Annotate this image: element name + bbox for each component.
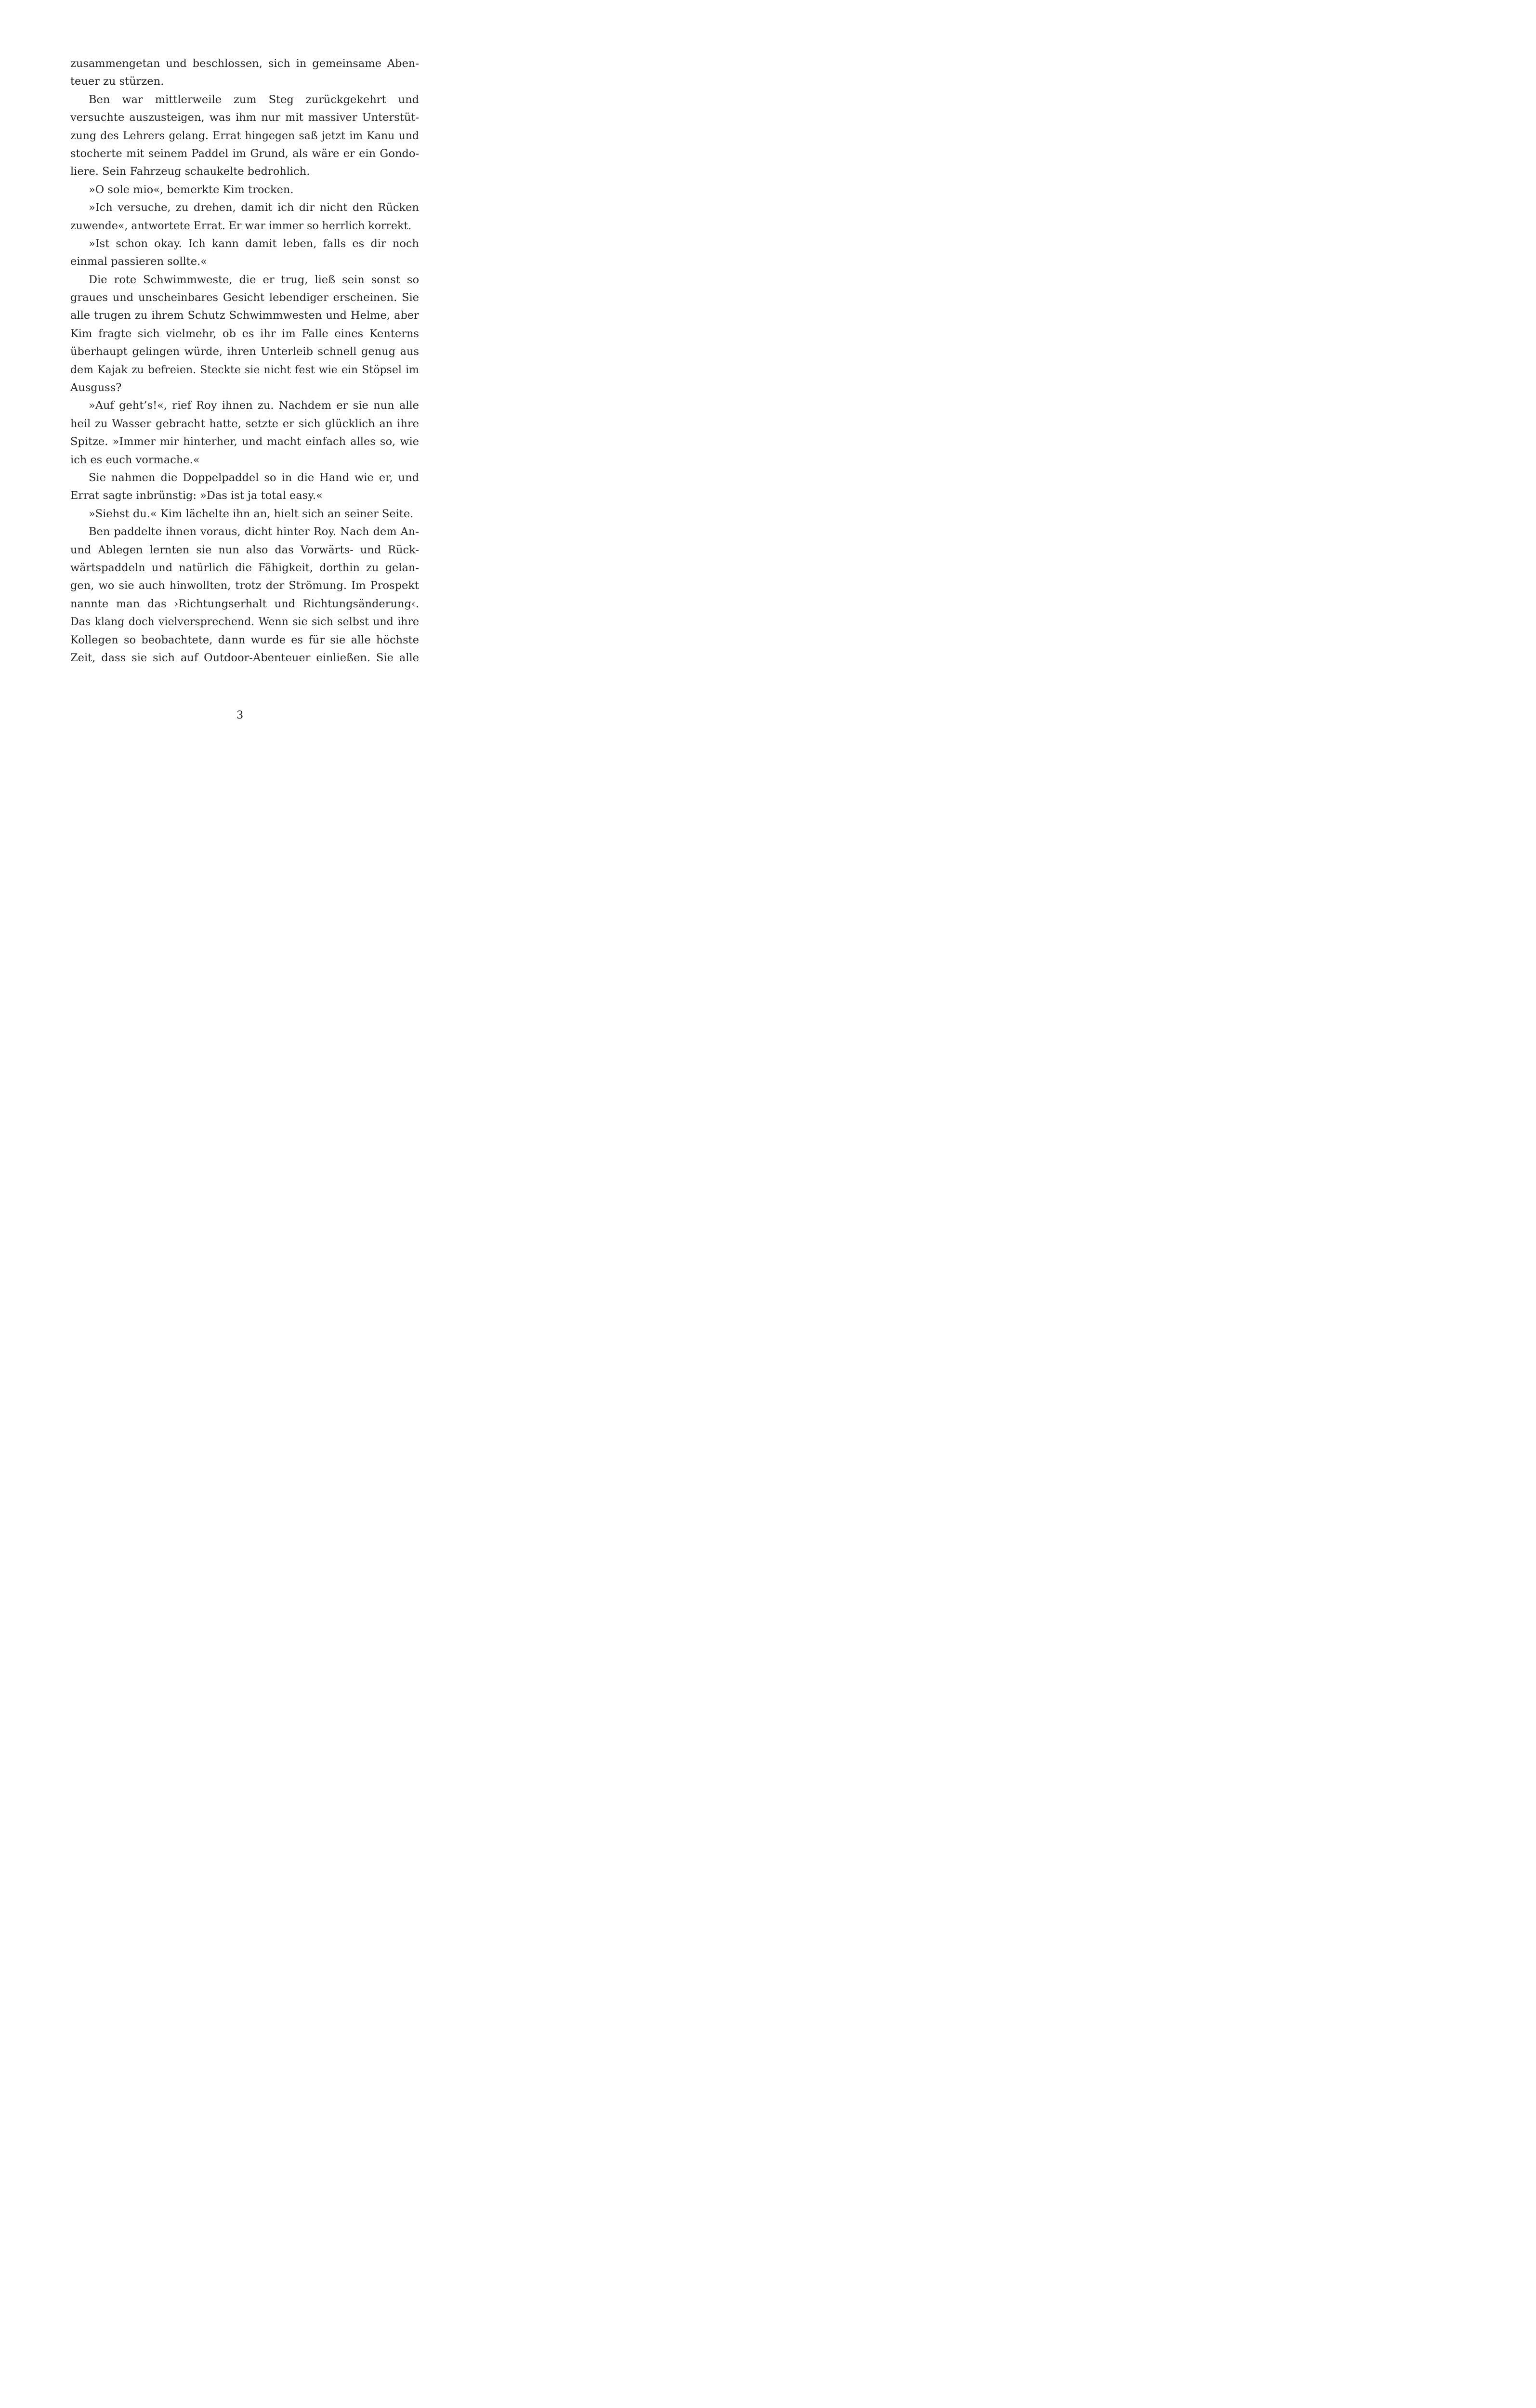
text-line: gen, wo sie auch hinwollten, trotz der Strömung. Im Prospekt (70, 579, 419, 592)
text-line: zusammengetan und beschlossen, sich in gemeinsame Aben- (70, 57, 419, 70)
text-line: zuwende«, antwortete Errat. Er war immer so herrlich korrekt. (70, 220, 412, 232)
text-line: alle trugen zu ihrem Schutz Schwimmwesten und Helme, aber (70, 309, 419, 322)
text-line: Das klang doch vielversprechend. Wenn sie sich selbst und ihre (70, 616, 419, 628)
text-line: »O sole mio«, bemerkte Kim trocken. (89, 183, 294, 196)
text-line: einmal passieren sollte.« (70, 255, 207, 268)
text-line: »Siehst du.« Kim lächelte ihn an, hielt sich an seiner Seite. (89, 507, 414, 520)
text-line: überhaupt gelingen würde, ihren Unterleib schnell genug aus (70, 345, 419, 358)
book-page (0, 0, 480, 764)
text-line: nannte man das ›Richtungserhalt und Richtungsänderung‹. (70, 597, 419, 610)
text-line: und Ablegen lernten sie nun also das Vorwärts- und Rück- (70, 543, 419, 556)
text-line: Kollegen so beobachtete, dann wurde es für sie alle höchste (70, 633, 419, 646)
text-line: graues und unscheinbares Gesicht lebendiger erscheinen. Sie (70, 291, 419, 304)
text-line: Spitze. »Immer mir hinterher, und macht einfach alles so, wie (70, 435, 419, 448)
text-line: versuchte auszusteigen, was ihm nur mit massiver Unterstüt- (70, 111, 419, 124)
text-line: »Ist schon okay. Ich kann damit leben, falls es dir noch (89, 237, 419, 250)
text-line: Kim fragte sich vielmehr, ob es ihr im Falle eines Kenterns (70, 327, 419, 340)
page-number: 3 (236, 709, 244, 721)
text-line: Ben war mittlerweile zum Steg zurückgekehrt und (89, 93, 419, 106)
text-line: Ausguss? (70, 381, 122, 394)
text-line: Ben paddelte ihnen voraus, dicht hinter Roy. Nach dem An- (89, 525, 419, 538)
text-line: »Auf geht’s!«, rief Roy ihnen zu. Nachdem er sie nun alle (89, 399, 419, 412)
body-text (70, 55, 419, 667)
text-line: ich es euch vormache.« (70, 453, 200, 466)
text-line: dem Kajak zu befreien. Steckte sie nicht fest wie ein Stöpsel im (70, 364, 419, 376)
text-line: stocherte mit seinem Paddel im Grund, als wäre er ein Gondo- (70, 147, 419, 160)
text-line: Zeit, dass sie sich auf Outdoor-Abenteuer einließen. Sie alle (70, 651, 419, 664)
text-line: zung des Lehrers gelang. Errat hingegen saß jetzt im Kanu und (70, 130, 419, 142)
text-line: Errat sagte inbrünstig: »Das ist ja total easy.« (70, 489, 323, 502)
text-line: heil zu Wasser gebracht hatte, setzte er sich glücklich an ihre (70, 417, 419, 430)
text-line: Die rote Schwimmweste, die er trug, ließ sein sonst so (89, 273, 419, 286)
text-line: wärtspaddeln und natürlich die Fähigkeit, dorthin zu gelan- (70, 561, 419, 574)
text-line: teuer zu stürzen. (70, 75, 164, 88)
text-line: Sie nahmen die Doppelpaddel so in die Hand wie er, und (89, 471, 419, 484)
text-line: liere. Sein Fahrzeug schaukelte bedrohlich. (70, 165, 310, 178)
text-line: »Ich versuche, zu drehen, damit ich dir nicht den Rücken (89, 201, 419, 214)
